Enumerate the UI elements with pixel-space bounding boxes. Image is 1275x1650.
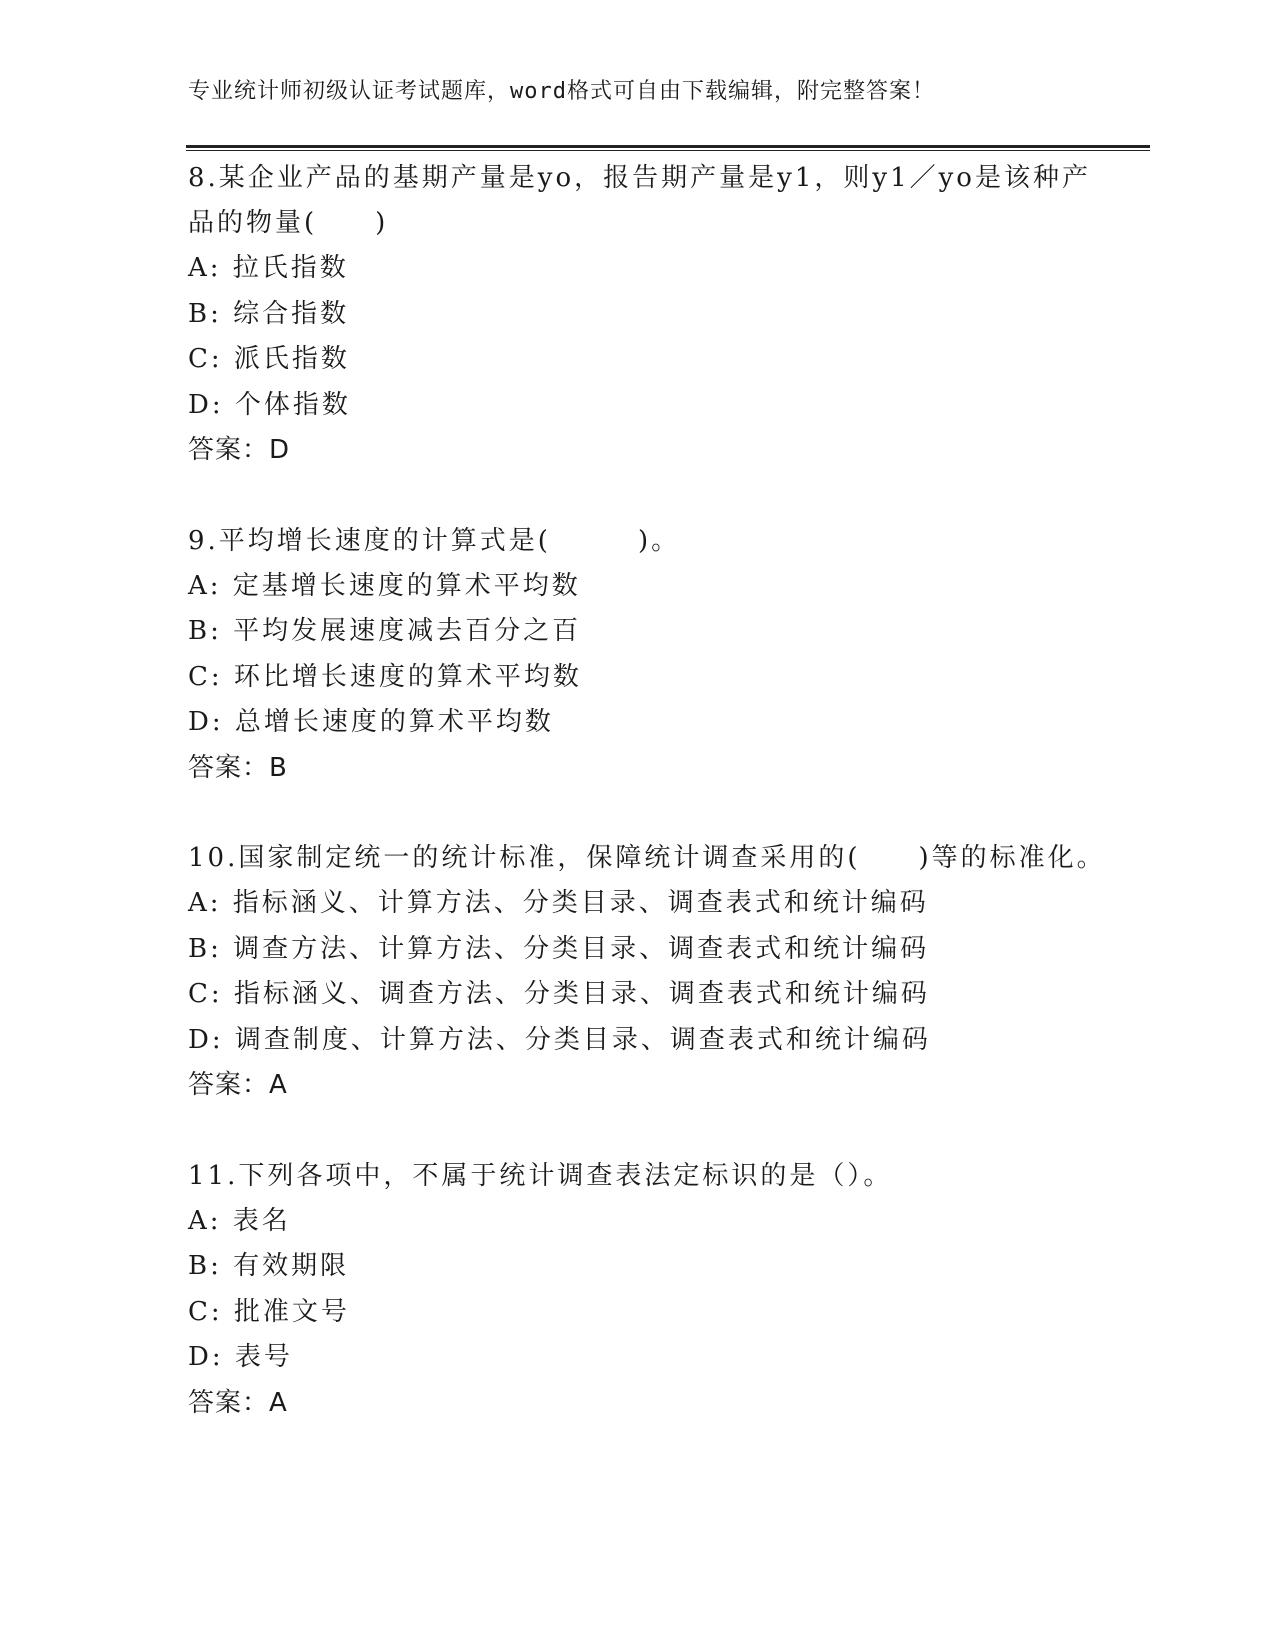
question-10 — [188, 836, 1108, 1109]
question-11 — [188, 1154, 1108, 1427]
option-b: B: 平均发展速度减去百分之百 — [188, 616, 582, 646]
header-divider — [186, 145, 1150, 151]
question-stem: 9.平均增长速度的计算式是( )。 — [188, 525, 681, 556]
option-c: C: 指标涵义、调查方法、分类目录、调查表式和统计编码 — [188, 979, 930, 1009]
option-d: D: 总增长速度的算术平均数 — [188, 707, 554, 737]
question-8 — [188, 156, 1108, 474]
page-header: 专业统计师初级认证考试题库，word格式可自由下载编辑，附完整答案！ — [188, 79, 935, 104]
question-9 — [188, 519, 1108, 792]
option-c: C: 派氏指数 — [188, 344, 350, 374]
question-stem: 11.下列各项中，不属于统计调查表法定标识的是（）。 — [188, 1160, 893, 1191]
option-b: B: 综合指数 — [188, 298, 350, 329]
question-list — [188, 156, 1108, 1471]
option-a: A: 定基增长速度的算术平均数 — [188, 570, 581, 601]
question-stem: 8.某企业产品的基期产量是yo，报告期产量是y1，则y1／yo是该种产品的物量( ) — [188, 163, 1091, 238]
option-b: B: 调查方法、计算方法、分类目录、调查表式和统计编码 — [188, 933, 930, 964]
option-d: D: 调查制度、计算方法、分类目录、调查表式和统计编码 — [188, 1024, 931, 1055]
option-d: D: 个体指数 — [188, 389, 351, 420]
question-stem: 10.国家制定统一的统计标准，保障统计调查采用的( )等的标准化。 — [188, 843, 1106, 873]
answer: 答案：A — [188, 1387, 288, 1418]
option-a: A: 表名 — [188, 1205, 291, 1236]
option-d: D: 表号 — [188, 1342, 293, 1372]
option-a: A: 指标涵义、计算方法、分类目录、调查表式和统计编码 — [188, 888, 929, 918]
option-c: C: 批准文号 — [188, 1296, 350, 1327]
option-b: B: 有效期限 — [188, 1251, 350, 1281]
answer: 答案：A — [188, 1070, 288, 1100]
answer: 答案：B — [188, 752, 288, 783]
answer: 答案：D — [188, 435, 291, 465]
option-a: A: 拉氏指数 — [188, 253, 349, 283]
option-c: C: 环比增长速度的算术平均数 — [188, 661, 582, 692]
